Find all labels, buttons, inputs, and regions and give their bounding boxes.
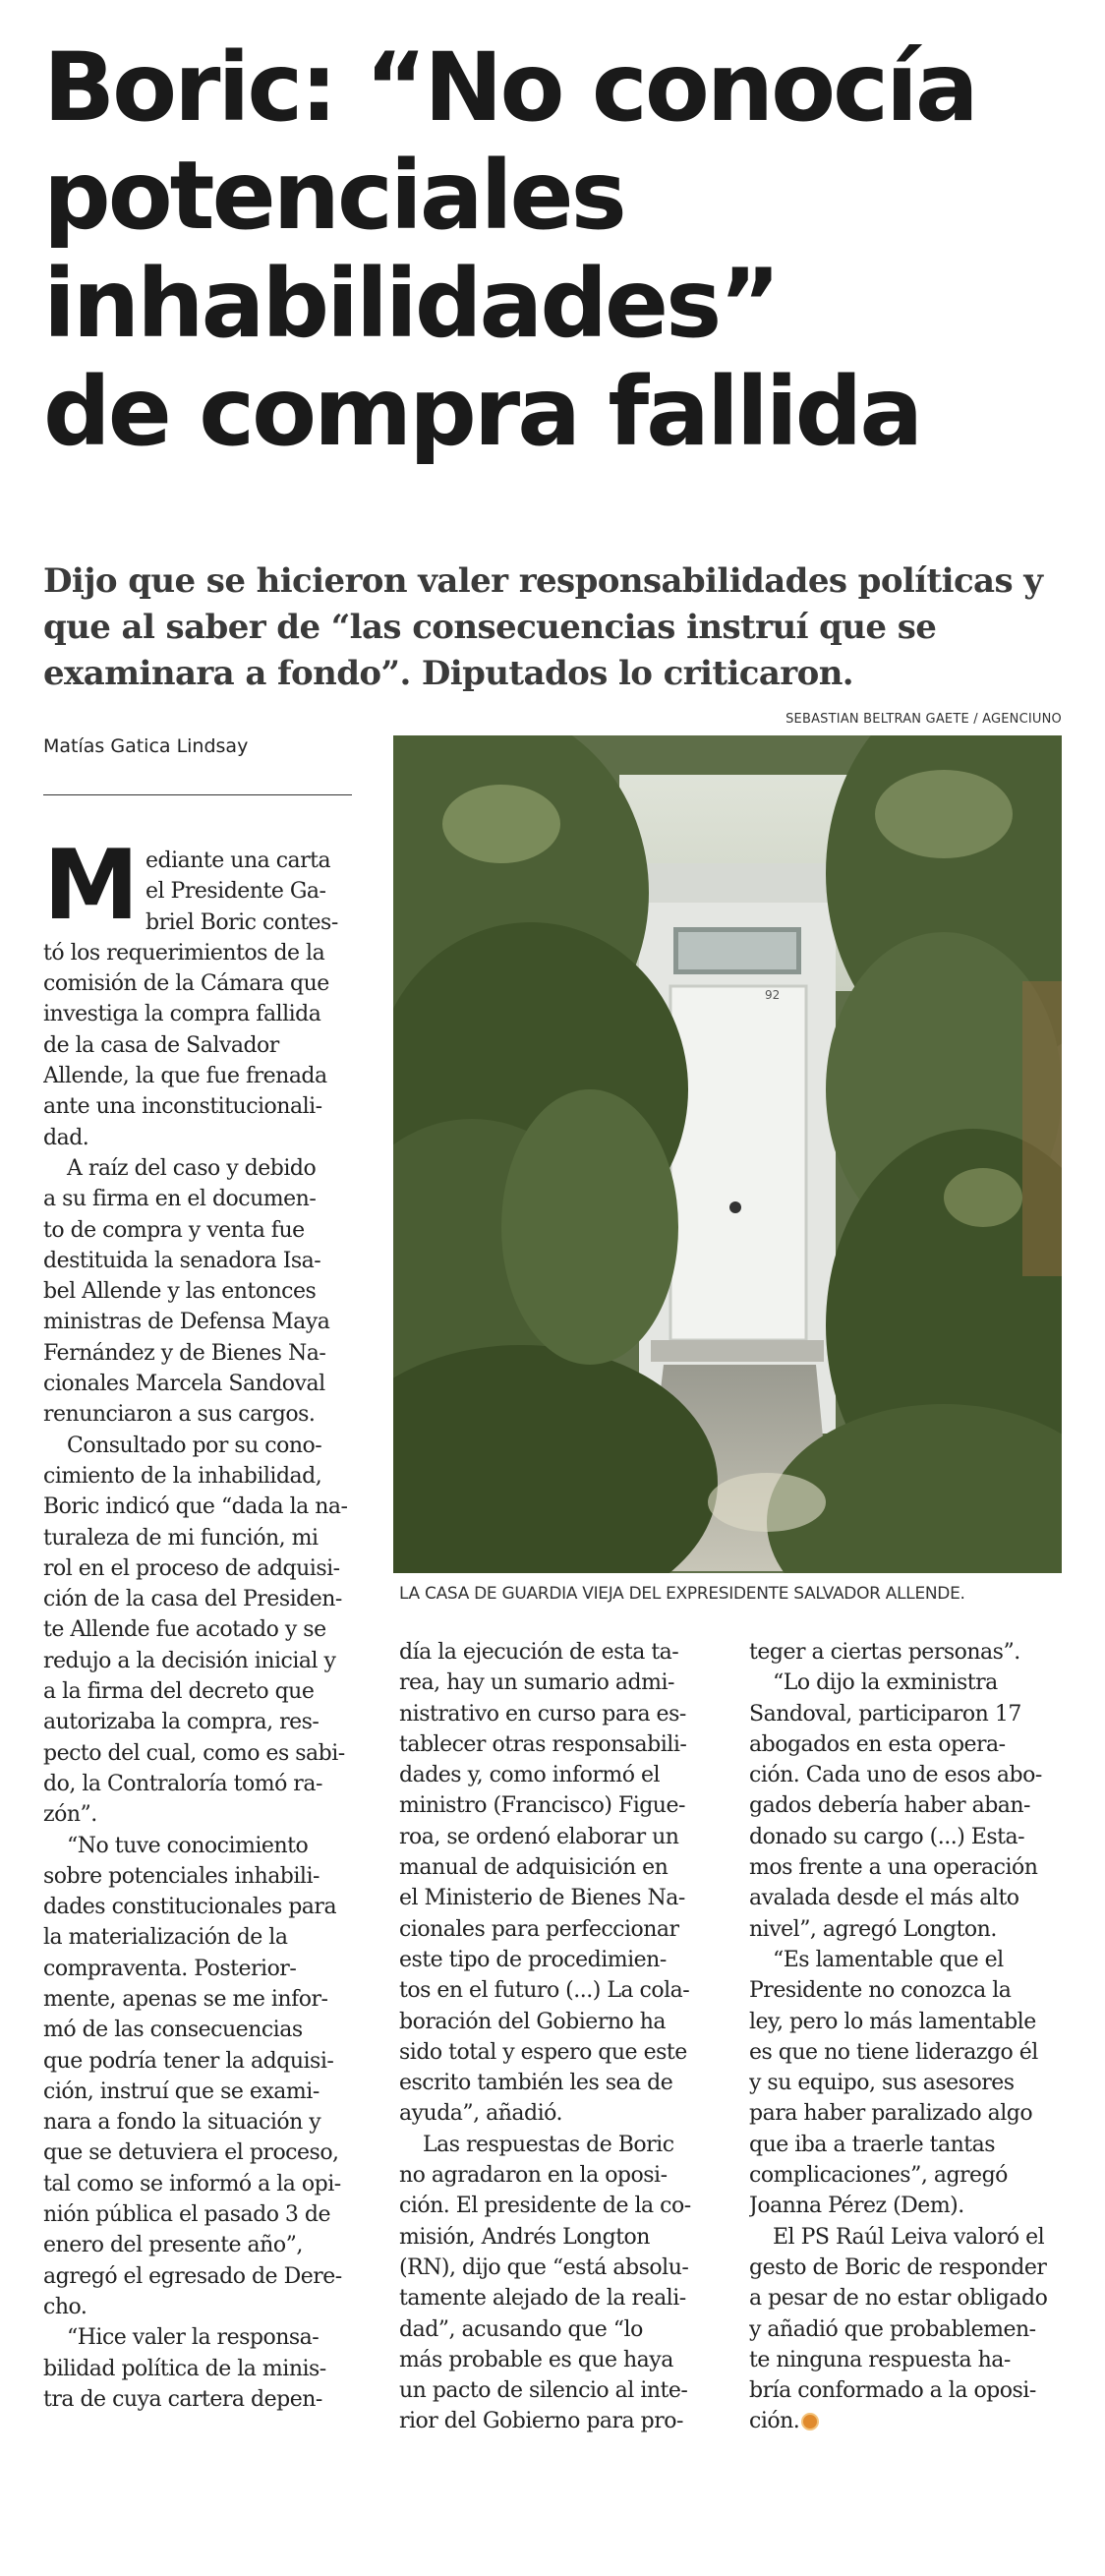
article-line (43, 1369, 358, 1399)
article-line (749, 1852, 1066, 1883)
article-line-text: nión pública el pasado 3 de (43, 2202, 331, 2228)
article-line (43, 1461, 358, 1492)
article-line (43, 2169, 358, 2199)
article-line (749, 1883, 1066, 1913)
article-line (43, 1584, 358, 1614)
article-line (399, 1790, 716, 1821)
article-line-text: rea, hay un sumario admi- (399, 1670, 674, 1696)
article-line (43, 2137, 358, 2168)
article-line (43, 2384, 358, 2415)
article-line (749, 2037, 1066, 2068)
article-line (43, 846, 358, 876)
article-line-text: nistrativo en curso para es- (399, 1701, 686, 1727)
article-column-2 (399, 1637, 716, 2437)
article-line (399, 2222, 716, 2253)
article-line-text: cionales para perfeccionar (399, 1916, 679, 1942)
article-line-text: y su equipo, sus asesores (749, 2071, 1015, 2096)
article-line (399, 2253, 716, 2283)
article-line (43, 2077, 358, 2107)
article-line-text: a su firma en el documen- (43, 1187, 317, 1212)
article-line-text: sido total y espero que este (399, 2039, 687, 2065)
deck-line: Dijo que se hicieron valer responsabilidades políticas y (43, 561, 1043, 601)
article-line (43, 968, 358, 999)
article-line-text: cho. (43, 2294, 87, 2319)
article-line (749, 2283, 1066, 2313)
article-line (43, 1276, 358, 1307)
article-line-text: sobre potenciales inhabili- (43, 1863, 320, 1889)
article-line-text: Sandoval, participaron 17 (749, 1701, 1021, 1727)
article-line (749, 2253, 1066, 2283)
article-line (43, 1123, 358, 1153)
article-line-text: te Allende fue acotado y se (43, 1617, 326, 1643)
article-line-text: tra de cuya cartera depen- (43, 2386, 322, 2412)
article-line-text: ante una inconstitucionali- (43, 1094, 322, 1120)
article-line (749, 1914, 1066, 1945)
article-line-text: “Lo dijo la exministra (773, 1670, 998, 1696)
house-photo (393, 735, 1062, 1573)
article-line (399, 2345, 716, 2375)
article-line-text: autorizaba la compra, res- (43, 1710, 320, 1735)
article-line-text: Fernández y de Bienes Na- (43, 1340, 326, 1366)
photo-credit: SEBASTIAN BELTRAN GAETE / AGENCIUNO (785, 712, 1062, 727)
article-line-text: cionales Marcela Sandoval (43, 1372, 325, 1397)
article-line-text: día la ejecución de esta ta- (399, 1640, 679, 1665)
article-line (43, 2046, 358, 2077)
article-line (43, 1861, 358, 1892)
article-line-text: este tipo de procedimien- (399, 1947, 667, 1972)
article-line (399, 1822, 716, 1852)
article-line (43, 938, 358, 968)
article-line-text: mente, apenas se me infor- (43, 1986, 328, 2012)
article-line-text: misión, Andrés Longton (399, 2224, 650, 2250)
article-line-text: la materialización de la (43, 1925, 288, 1951)
article-line-text: que se detuviera el proceso, (43, 2140, 339, 2166)
article-line (43, 999, 358, 1029)
article-line-text: el Ministerio de Bienes Na- (399, 1886, 685, 1911)
article-line (43, 1523, 358, 1553)
article-line-text: rol en el proceso de adquisi- (43, 1555, 340, 1581)
article-line (43, 1431, 358, 1461)
article-line (749, 2068, 1066, 2098)
deck-line: que al saber de “las consecuencias instruí que se (43, 608, 937, 647)
article-line (749, 2222, 1066, 2253)
article-line-text: nara a fondo la situación y (43, 2110, 321, 2136)
headline-line: inhabilidades” (43, 249, 779, 359)
article-line-text: Allende, la que fue frenada (43, 1064, 327, 1089)
article-line (749, 1699, 1066, 1729)
article-line-text: compraventa. Posterior- (43, 1956, 297, 1981)
byline: Matías Gatica Lindsay (43, 735, 249, 757)
article-line (749, 2098, 1066, 2129)
article-line-text: te ninguna respuesta ha- (749, 2347, 1011, 2372)
article-line-text: nivel”, agregó Longton. (749, 1916, 997, 1942)
article-line (399, 1975, 716, 2006)
article-line-text: ción, instruí que se exami- (43, 2078, 320, 2104)
article-line-text: to de compra y venta fue (43, 1217, 305, 1243)
article-line-text: más probable es que haya (399, 2347, 673, 2372)
article-line (43, 1738, 358, 1769)
article-line-text: ediante una carta (145, 849, 331, 873)
deck-line: examinara a fondo”. Diputados lo criticaron. (43, 654, 854, 693)
article-line (749, 2191, 1066, 2221)
article-line (399, 2068, 716, 2098)
article-line-text: boración del Gobierno ha (399, 2009, 667, 2034)
headline (43, 33, 1076, 466)
article-line-text: agregó el egresado de Dere- (43, 2263, 342, 2289)
article-line-text: turaleza de mi función, mi (43, 1525, 319, 1551)
article-line-text: ción. (749, 2409, 800, 2434)
article-line-text: “Hice valer la responsa- (67, 2325, 320, 2351)
article-line (399, 1945, 716, 1975)
article-line (43, 1831, 358, 1861)
article-line (749, 1975, 1066, 2006)
article-line-text: Boric indicó que “dada la na- (43, 1494, 348, 1520)
article-line-text: ministras de Defensa Maya (43, 1310, 330, 1335)
article-column-1 (43, 830, 358, 2415)
article-line (43, 2199, 358, 2230)
article-column-3 (749, 1637, 1066, 2437)
article-line (43, 1246, 358, 1276)
byline-divider (43, 794, 352, 795)
article-line (43, 1707, 358, 1737)
article-line-text: a la firma del decreto que (43, 1679, 315, 1705)
article-line (43, 1030, 358, 1061)
article-line (43, 1338, 358, 1369)
article-line-text: rior del Gobierno para pro- (399, 2409, 683, 2434)
article-line-text: “Es lamentable que el (773, 1947, 1004, 1972)
article-line-text: avalada desde el más alto (749, 1886, 1019, 1911)
article-line (749, 1945, 1066, 1975)
article-line-text: que iba a traerle tantas (749, 2132, 996, 2157)
article-line-text: renunciaron a sus cargos. (43, 1402, 316, 1428)
house-number: 92 (765, 988, 781, 1002)
article-line-text: enero del presente año”, (43, 2233, 303, 2258)
article-line (749, 2406, 1066, 2436)
article-line (43, 1614, 358, 1645)
article-line-text: complicaciones”, agregó (749, 2163, 1008, 2189)
article-line-text: Consultado por su cono- (67, 1433, 322, 1458)
article-line (43, 1922, 358, 1953)
article-line (399, 1699, 716, 1729)
article-line-text: ministro (Francisco) Figue- (399, 1793, 685, 1819)
article-line-text: que podría tener la adquisi- (43, 2048, 334, 2074)
article-line-text: mó de las consecuencias (43, 2018, 303, 2043)
article-line-text: tablecer otras responsabili- (399, 1731, 687, 1757)
article-line (43, 1984, 358, 2015)
article-line (749, 2130, 1066, 2160)
article-line-text: ción de la casa del Presiden- (43, 1587, 342, 1612)
article-line (43, 2230, 358, 2260)
deck-subtitle (43, 558, 1076, 697)
article-line (749, 2345, 1066, 2375)
article-line (43, 1676, 358, 1707)
article-line-text: tos en el futuro (...) La cola- (399, 1978, 690, 2004)
article-line-text: dades y, como informó el (399, 1763, 661, 1788)
article-line-text: y añadió que probablemen- (749, 2316, 1036, 2342)
article-line-text: donado su cargo (...) Esta- (749, 1824, 1025, 1849)
article-line-text: do, la Contraloría tomó ra- (43, 1771, 322, 1796)
article-line-text: ción. El presidente de la co- (399, 2194, 691, 2219)
article-line (43, 876, 358, 907)
article-line (399, 1760, 716, 1790)
article-line-text: comisión de la Cámara que (43, 971, 329, 997)
article-line (399, 2406, 716, 2436)
article-line-text: roa, se ordenó elaborar un (399, 1824, 679, 1849)
article-line (43, 2292, 358, 2322)
article-line-text: gesto de Boric de responder (749, 2254, 1047, 2280)
article-line (43, 1892, 358, 1922)
article-line-text: cimiento de la inhabilidad, (43, 1463, 322, 1489)
article-line (43, 2015, 358, 2045)
article-line-text: no agradaron en la oposi- (399, 2163, 668, 2189)
article-line (399, 2283, 716, 2313)
article-line-text: dad. (43, 1125, 89, 1150)
article-line (43, 1553, 358, 1584)
article-line-text: Las respuestas de Boric (423, 2132, 674, 2157)
article-line (399, 2037, 716, 2068)
article-line-text: pecto del cual, como es sabi- (43, 1740, 345, 1766)
article-line-text: “No tuve conocimiento (67, 1833, 309, 1858)
end-of-article-icon (801, 2413, 819, 2430)
article-line (749, 1760, 1066, 1790)
headline-line: de compra fallida (43, 357, 921, 467)
article-line (43, 1184, 358, 1214)
article-line-text: A raíz del caso y debido (67, 1155, 317, 1181)
article-line (749, 2375, 1066, 2406)
article-line (399, 2375, 716, 2406)
article-line (399, 2160, 716, 2191)
article-line-text: mos frente a una operación (749, 1855, 1038, 1881)
article-line-text: teger a ciertas personas”. (749, 1640, 1020, 1665)
article-line (399, 1883, 716, 1913)
article-line (43, 907, 358, 938)
article-line (749, 1637, 1066, 1668)
article-line (749, 2007, 1066, 2037)
article-line (399, 2098, 716, 2129)
article-line-text: el Presidente Ga- (145, 879, 326, 905)
house-photo-illustration (393, 735, 1062, 1573)
article-line-text: gados debería haber aban- (749, 1793, 1030, 1819)
article-line (43, 2261, 358, 2292)
article-line (399, 2007, 716, 2037)
article-line-text: a pesar de no estar obligado (749, 2286, 1048, 2312)
article-line-text: Presidente no conozca la (749, 1978, 1012, 2004)
article-line-text: tal como se informó a la opi- (43, 2171, 341, 2196)
article-line-text: un pacto de silencio al inte- (399, 2378, 688, 2404)
article-line (399, 2130, 716, 2160)
article-line-text: (RN), dijo que “está absolu- (399, 2254, 689, 2280)
article-line (749, 2314, 1066, 2345)
article-line (399, 2191, 716, 2221)
article-line-text: ayuda”, añadió. (399, 2101, 563, 2127)
article-line (399, 1914, 716, 1945)
article-line-text: El PS Raúl Leiva valoró el (773, 2224, 1045, 2250)
article-line-text: escrito también les sea de (399, 2071, 673, 2096)
article-line-text: ley, pero lo más lamentable (749, 2009, 1036, 2034)
article-line-text: dad”, acusando que “lo (399, 2316, 643, 2342)
article-line-text: ción. Cada uno de esos abo- (749, 1763, 1042, 1788)
article-line (43, 1307, 358, 1337)
article-line-text: para haber paralizado algo (749, 2101, 1033, 2127)
article-line (43, 2322, 358, 2353)
article-line (43, 2354, 358, 2384)
photo-caption: LA CASA DE GUARDIA VIEJA DEL EXPRESIDENTE SALVADOR ALLENDE. (399, 1584, 965, 1604)
article-line (749, 1822, 1066, 1852)
article-line-text: Joanna Pérez (Dem). (749, 2194, 964, 2219)
article-line-text: redujo a la decisión inicial y (43, 1648, 336, 1673)
article-line-text: bría conformado a la oposi- (749, 2378, 1036, 2404)
article-line-text: bel Allende y las entonces (43, 1279, 317, 1305)
article-line (43, 1399, 358, 1430)
article-line (43, 1492, 358, 1522)
article-line (43, 1646, 358, 1676)
drop-cap: M (43, 830, 140, 942)
article-line (43, 1091, 358, 1122)
article-line-text: tamente alejado de la reali- (399, 2286, 686, 2312)
article-line (749, 2160, 1066, 2191)
article-line-text: zón”. (43, 1802, 97, 1828)
article-line (399, 1637, 716, 1668)
article-line-text: tó los requerimientos de la (43, 940, 325, 966)
article-line-text: briel Boric contes- (145, 909, 338, 935)
article-line-text: abogados en esta opera- (749, 1731, 1006, 1757)
article-line-text: es que no tiene liderazgo él (749, 2039, 1038, 2065)
article-line (43, 1061, 358, 1091)
article-line (399, 1852, 716, 1883)
article-line (43, 2107, 358, 2137)
headline-line: potenciales (43, 141, 624, 251)
article-line-text: manual de adquisición en (399, 1855, 669, 1881)
article-line (749, 1668, 1066, 1698)
article-line (43, 1799, 358, 1830)
article-line-text: destituida la senadora Isa- (43, 1248, 321, 1273)
article-line (399, 1668, 716, 1698)
article-line-text: bilidad política de la minis- (43, 2356, 326, 2381)
article-line (399, 2314, 716, 2345)
article-line (749, 1729, 1066, 1760)
article-line-text: investiga la compra fallida (43, 1002, 321, 1027)
article-line (43, 1215, 358, 1246)
article-line (43, 1153, 358, 1184)
article-line (399, 1729, 716, 1760)
article-line-text: dades constitucionales para (43, 1895, 337, 1920)
article-line (749, 1790, 1066, 1821)
headline-line: Boric: “No conocía (43, 32, 976, 143)
article-line-text: de la casa de Salvador (43, 1032, 279, 1058)
article-line (43, 1769, 358, 1799)
article-line (43, 1954, 358, 1984)
